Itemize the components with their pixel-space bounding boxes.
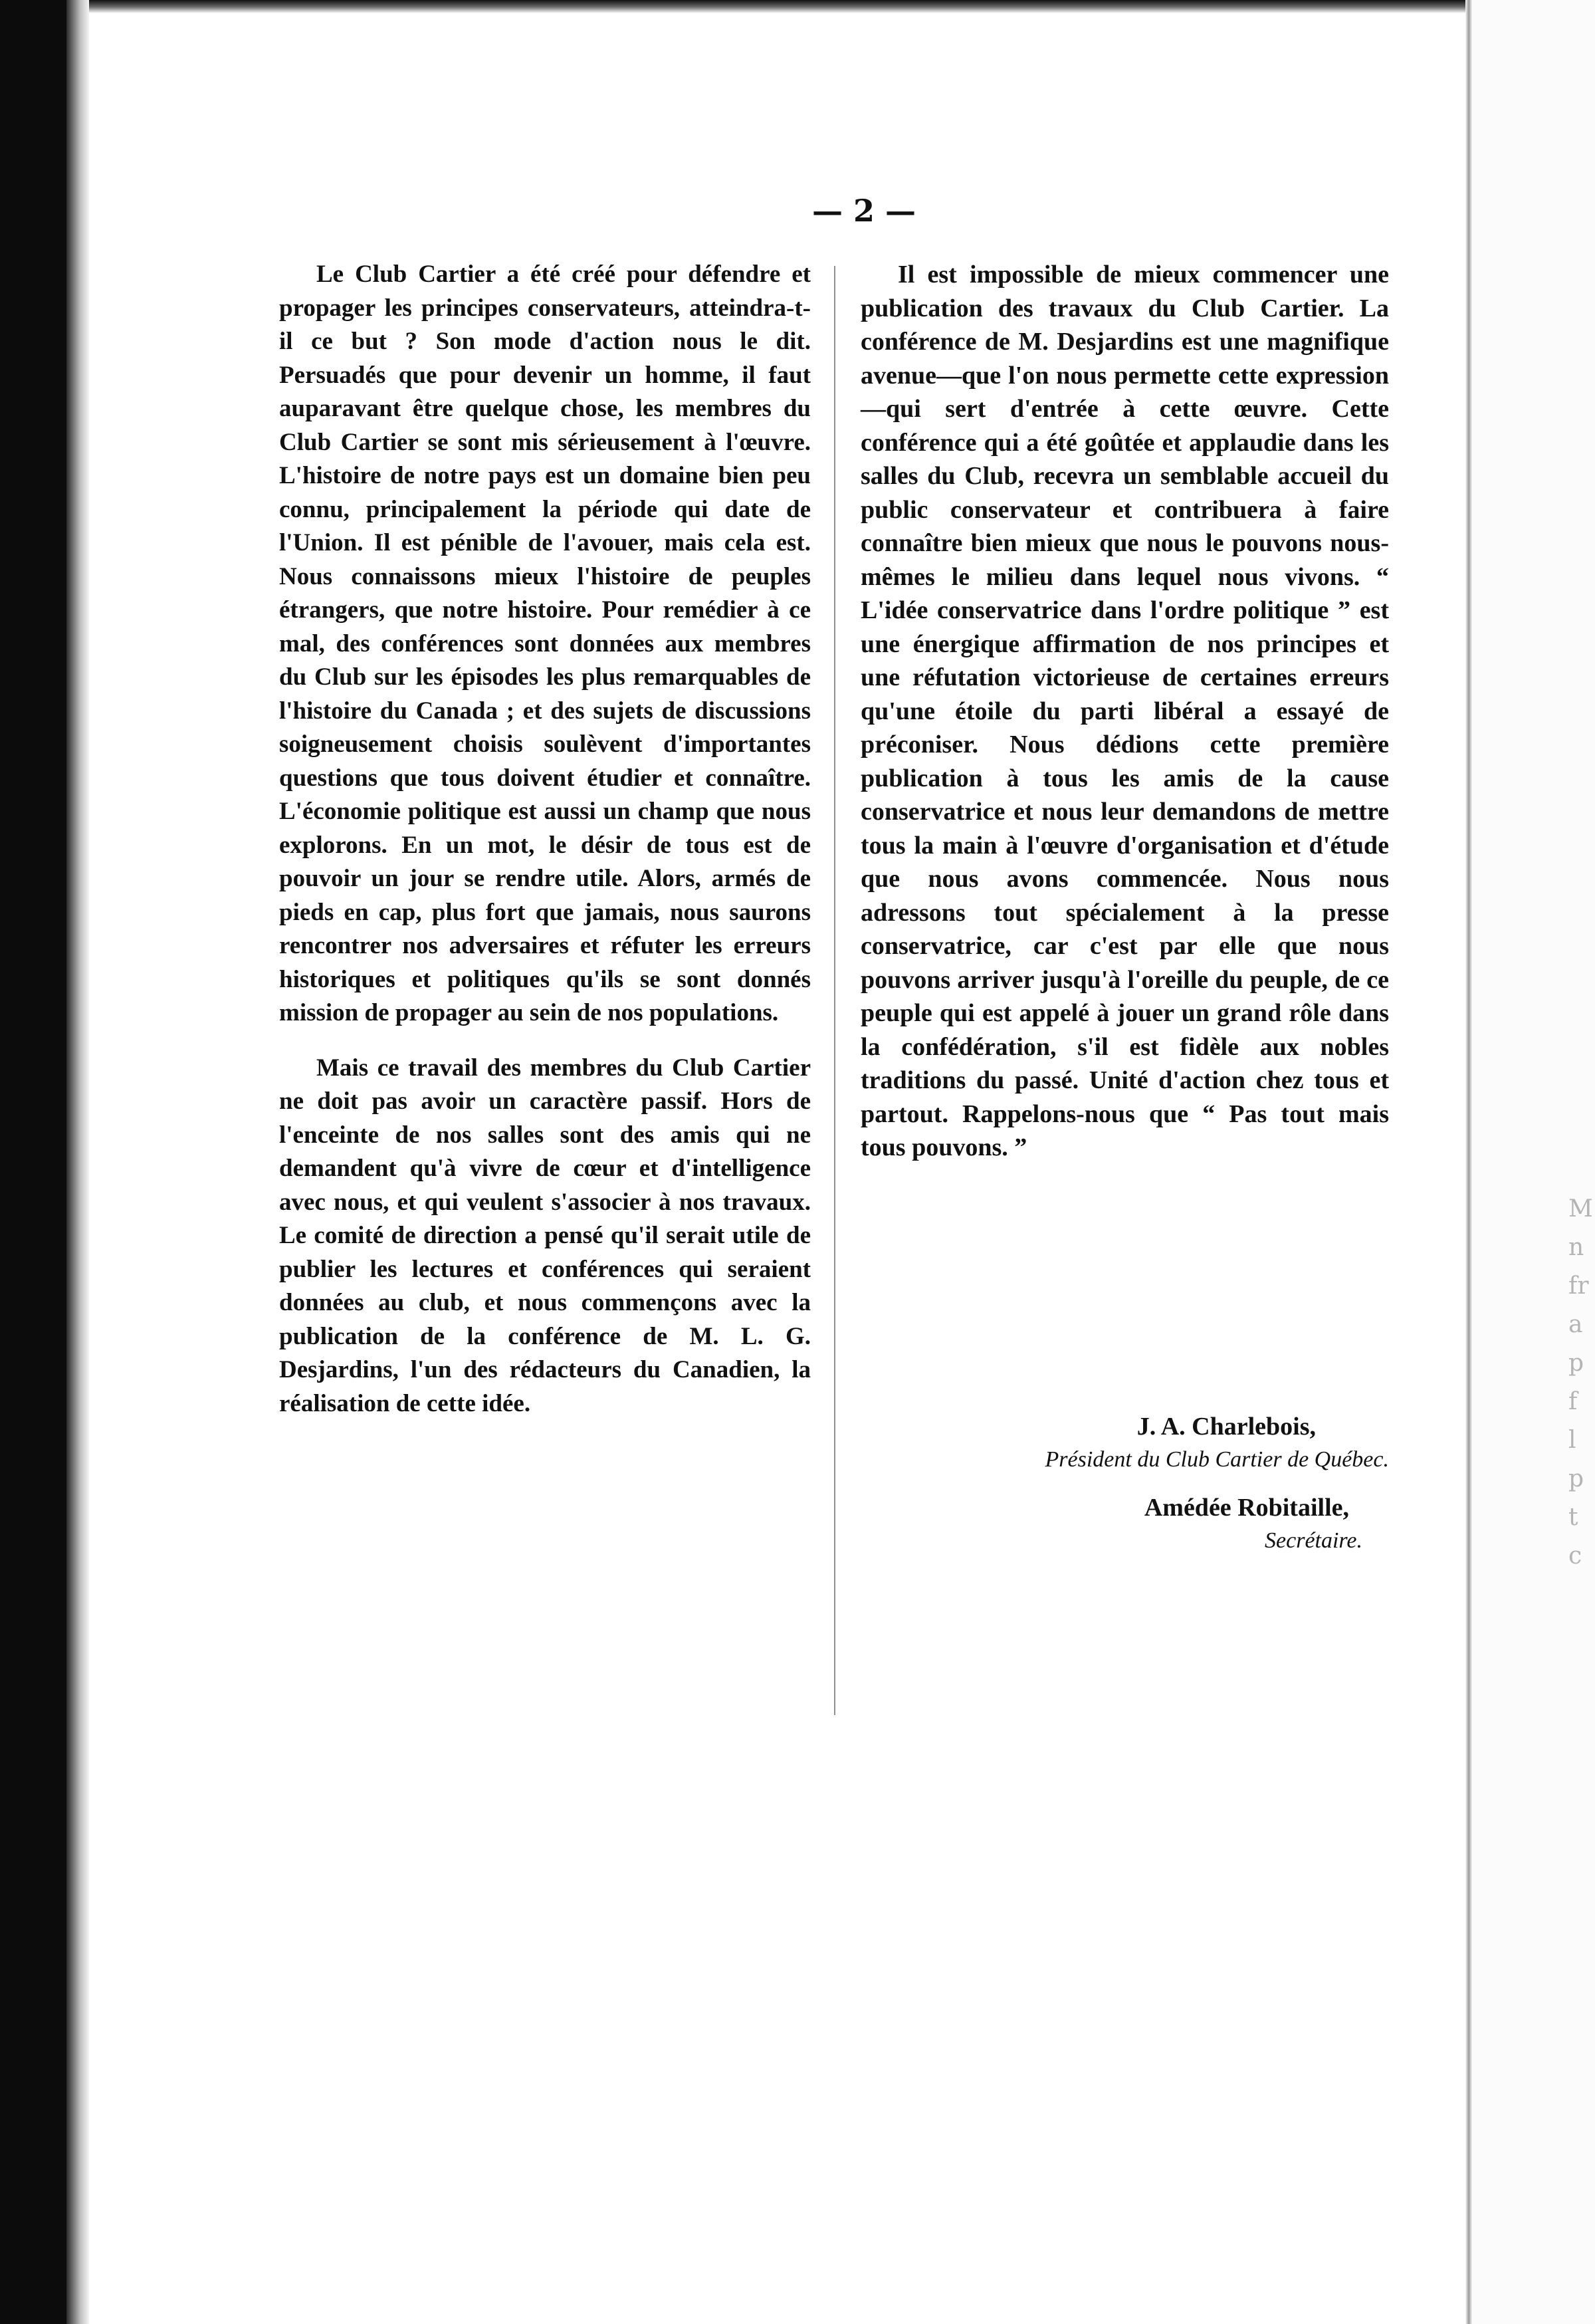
scan-left-edge-shadow (66, 0, 89, 2324)
bleed-letter: a (1568, 1311, 1583, 1338)
signature-block (861, 1409, 1389, 1557)
adjacent-page-bleed-letters (1568, 1190, 1595, 1575)
bleed-letter: n (1568, 1234, 1584, 1261)
bleed-letter: p (1568, 1349, 1584, 1377)
scan-top-border (0, 0, 1595, 13)
body-paragraph: Il est impossible de mieux commencer une publication des travaux du Club Cartier. La conférence de M. Desjardins est une magnifique avenue—que l'on nous permette cette expression—qui sert d'entrée à cette œuvre. Cette conférence qui a été goûtée et applaudie dans les salles du Club, recevra un semblable accueil du public conservateur et contribuera à faire connaître bien mieux que nous le pouvons nous-mêmes le milieu dans lequel nous vivons. “ L'idée conservatrice dans l'ordre politique ” est une énergique affirmation de nos principes et une réfutation victorieuse de certaines erreurs qu'une étoile du parti libéral a essayé de préconiser. Nous dédions cette première publication à tous les amis de la cause conservatrice et nous leur demandons de mettre tous la main à l'œuvre d'organisation et d'étude que nous avons commencée. Nous nous adressons tout spécialement à la presse conservatrice, car c'est par elle que nous pouvons arriver jusqu'à l'oreille du peuple, de ce peuple qui est appelé à jouer un grand rôle dans la confédération, s'il est fidèle aux nobles traditions du passé. Unité d'action chez tous et partout. Rappelons-nous que “ Pas tout mais tous pouvons. ” (861, 261, 1389, 1161)
body-paragraph: Le Club Cartier a été créé pour défendre et propager les principes conservateurs, atteindra-t-il ce but ? Son mode d'action nous le dit. Persuadés que pour devenir un homme, il faut auparavant être quelque chose, les membres du Club Cartier se sont mis sérieusement à l'œuvre. L'histoire de notre pays est un domaine bien peu connu, principalement la période qui date de l'Union. Il est pénible de l'avouer, mais cela est. Nous connaissons mieux l'histoire de peuples étrangers, que notre histoire. Pour remédier à ce mal, des conférences sont données aux membres du Club sur les épisodes les plus remarquables de l'histoire du Canada ; et des sujets de discussions soigneusement choisis soulèvent d'importantes questions que tous doivent étudier et connaître. L'économie politique est aussi un champ que nous explorons. En un mot, le désir de tous est de pouvoir un jour se rendre utile. Alors, armés de pieds en cap, plus fort que jamais, nous saurons rencontrer nos adversaires et réfuter les erreurs historiques et politiques qu'ils se sont donnés mission de propager au sein de nos populations. (279, 261, 811, 1026)
page-fold-shadow (1465, 0, 1472, 2324)
bleed-letter: c (1568, 1542, 1582, 1569)
left-text-column (279, 258, 811, 1421)
bleed-letter: M (1568, 1195, 1593, 1222)
signatory-title: Secrétaire. (1265, 1528, 1362, 1553)
right-text-column (861, 258, 1389, 1165)
signatory-name: Amédée Robitaille, (1144, 1494, 1349, 1522)
column-divider (834, 266, 835, 1715)
scan-left-border (0, 0, 66, 2324)
bleed-letter: l (1568, 1427, 1576, 1454)
page-number: — 2 — (811, 193, 916, 229)
bleed-letter: f (1568, 1388, 1578, 1415)
signatory-name: J. A. Charlebois, (1136, 1413, 1316, 1441)
adjacent-page (1472, 0, 1595, 2324)
body-paragraph: Mais ce travail des membres du Club Cartier ne doit pas avoir un caractère passif. Hors de l'enceinte de nos salles sont des amis qui ne demandent qu'à vivre de cœur et d'intelligence avec nous, et qui veulent s'associer à nos travaux. Le comité de direction a pensé qu'il serait utile de publier les lectures et conférences qui seraient données au club, et nous commençons avec la publication de la conférence de M. L. G. Desjardins, l'un des rédacteurs du Canadien, la réalisation de cette idée. (279, 1054, 811, 1417)
bleed-letter: p (1568, 1465, 1584, 1492)
signatory-title: Président du Club Cartier de Québec. (1045, 1447, 1389, 1472)
bleed-letter: fr (1568, 1272, 1589, 1300)
bleed-letter: t (1568, 1504, 1578, 1531)
